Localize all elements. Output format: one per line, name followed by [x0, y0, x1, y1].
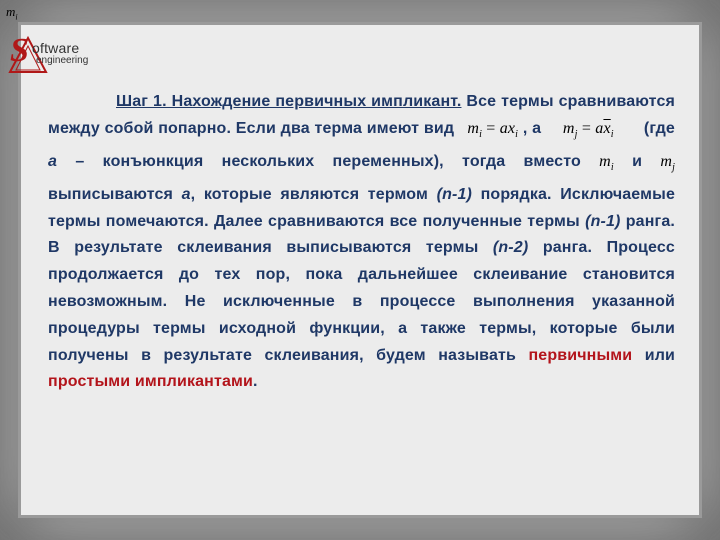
logo-word-software: oftware: [32, 40, 80, 56]
corner-formula-label: $m_i$: [6, 4, 18, 22]
step-heading: Шаг 1. Нахождение первичных импликант.: [116, 93, 462, 110]
term-mj: $m_j$: [660, 152, 675, 173]
highlight-primary: первичными: [528, 346, 633, 364]
slide-body-text: [48, 89, 675, 396]
body-paragraph: Шаг 1. Нахождение первичных импликант. Все термы сравниваются между собой попарно. Если два терма имеют вид $m_i = ax_i$ , а $m_j = a\overline{x}_i$ (где а – конъюнкция нескольких переменных), тогда вместо $m_i$ и $m_j$ выписываются а, которые являются термом (n-1) порядка. Исключаемые термы помечаются. Далее сравниваются все полученные термы (n-1) ранга. В результате склеивания выписываются термы (n-2) ранга. Процесс продолжается до тех пор, пока дальнейшее склеивание становится невозможным. Не исключенные в процессе выполнения указанной процедуры термы исходной функции, а также термы, которые были получены в результате склеивания, будем называть первичными или простыми импликантами.: [48, 93, 675, 391]
formula-mi-equals-axi: $m_i = ax_i$: [467, 119, 519, 140]
logo-initial: S: [10, 32, 29, 69]
term-mi: $m_i$: [599, 152, 614, 173]
formula-mj-equals-a-xbar-i: $m_j = a\overline{x}_i$: [562, 119, 614, 140]
software-engineering-logo: [10, 34, 102, 74]
highlight-prime-implicants: простыми импликантами: [48, 373, 253, 391]
logo-word-engineering: engineering: [36, 55, 89, 66]
